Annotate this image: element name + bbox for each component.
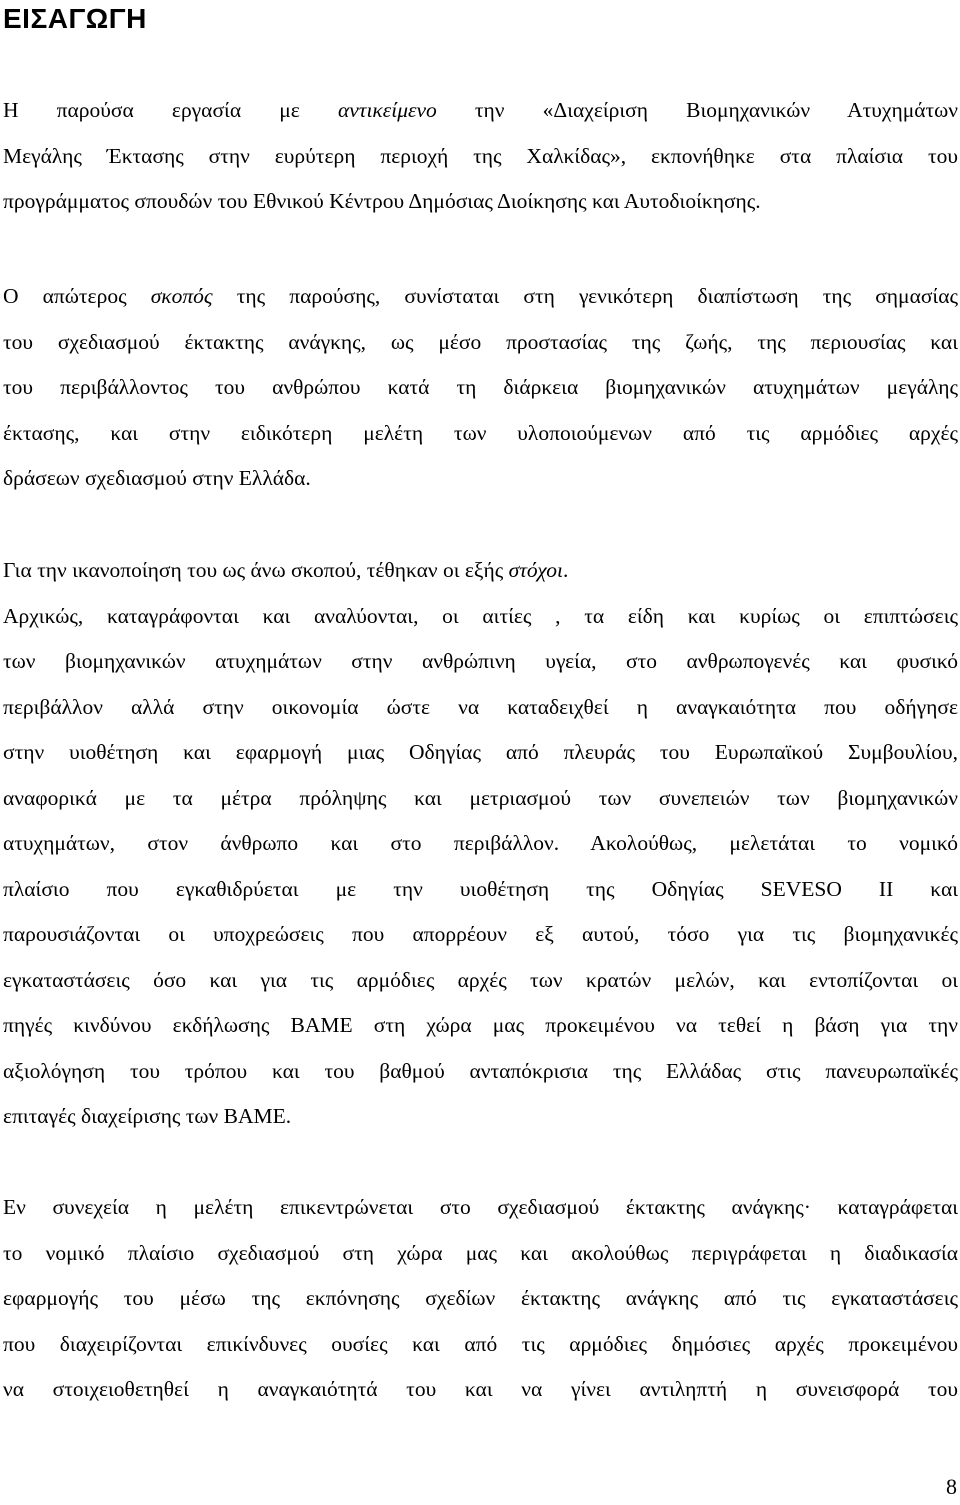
emphasis-text: σκοπός [150, 284, 213, 308]
page-number: 8 [946, 1474, 957, 1499]
text-line: περιβάλλον αλλά στην οικονομία ώστε να καταδειχθεί η αναγκαιότητα που οδήγησε [3, 694, 958, 719]
text-line: επιταγές διαχείρισης των ΒΑΜΕ. [3, 1104, 292, 1128]
text-line: πηγές κινδύνου εκδήλωσης ΒΑΜΕ στη χώρα μας προκειμένου να τεθεί η βάση για την [3, 1013, 958, 1037]
text-line: αξιολόγηση του τρόπου και του βαθμού ανταπόκρισια της Ελλάδας στις πανευρωπαϊκές [3, 1058, 958, 1083]
paragraph-intro [3, 88, 958, 225]
text-line: του σχεδιασμού έκτακτης ανάγκης, ως μέσο προστασίας της ζωής, της περιουσίας και [3, 329, 958, 354]
page-title: ΕΙΣΑΓΩΓΗ [3, 3, 147, 34]
text-line: στην υιοθέτηση και εφαρμογή μιας Οδηγίας από πλευράς του Ευρωπαϊκού Συμβουλίου, [3, 740, 958, 764]
text-line: το νομικό πλαίσιο σχεδιασμού στη χώρα μας και ακολούθως περιγράφεται η διαδικασία [3, 1240, 958, 1265]
emphasis-text: αντικείμενο [337, 98, 437, 122]
paragraph-purpose [3, 274, 958, 502]
text-line: Μεγάλης Έκτασης στην ευρύτερη περιοχή της Χαλκίδας», εκπονήθηκε στα πλαίσια του [3, 143, 958, 168]
text-line: που διαχειρίζονται επικίνδυνες ουσίες και από τις αρμόδιες δημόσιες αρχές προκειμένου [3, 1331, 958, 1356]
text-line: Εν συνεχεία η μελέτη επικεντρώνεται στο σχεδιασμού έκτακτης ανάγκης· καταγράφεται [3, 1195, 958, 1219]
text-line: πλαίσιο που εγκαθιδρύεται με την υιοθέτηση της Οδηγίας SEVESO ΙΙ και [3, 876, 958, 901]
text-line: Η παρούσα εργασία με αντικείμενο την «Διαχείριση Βιομηχανικών Ατυχημάτων [3, 98, 959, 122]
text-line: δράσεων σχεδιασμού στην Ελλάδα. [3, 466, 311, 490]
text-line: εγκαταστάσεις όσο και για τις αρμόδιες αρχές των κρατών μελών, και εντοπίζονται οι [3, 967, 958, 992]
text-line: προγράμματος σπουδών του Εθνικού Κέντρου Δημόσιας Διοίκησης και Αυτοδιοίκησης. [3, 189, 761, 213]
text-line: αναφορικά με τα μέτρα πρόληψης και μετριασμού των συνεπειών των βιομηχανικών [3, 785, 958, 810]
text-line: Αρχικώς, καταγράφονται και αναλύονται, οι αιτίες , τα είδη και κυρίως οι επιπτώσεις [3, 603, 958, 628]
text-line: εφαρμογής του μέσω της εκπόνησης σχεδίων έκτακτης ανάγκης από τις εγκαταστάσεις [3, 1286, 958, 1310]
text-line: ατυχημάτων, στον άνθρωπο και στο περιβάλλον. Ακολούθως, μελετάται το νομικό [3, 831, 958, 855]
text-line: να στοιχειοθετηθεί η αναγκαιότητά του και να γίνει αντιληπτή η συνεισφορά του [3, 1377, 958, 1401]
emphasis-text: στόχοι [508, 558, 563, 582]
text-line: Για την ικανοποίηση του ως άνω σκοπού, τέθηκαν οι εξής στόχοι. [3, 558, 569, 582]
text-line: έκτασης, και στην ειδικότερη μελέτη των υλοποιούμενων από τις αρμόδιες αρχές [3, 420, 958, 445]
text-line: Ο απώτερος σκοπός της παρούσης, συνίσταται στη γενικότερη διαπίστωση της σημασίας [3, 284, 958, 308]
paragraph-objectives [3, 548, 958, 1140]
text-line: παρουσιάζονται οι υποχρεώσεις που απορρέουν εξ αυτού, τόσο για τις βιομηχανικές [3, 922, 958, 946]
text-line: του περιβάλλοντος του ανθρώπου κατά τη διάρκεια βιομηχανικών ατυχημάτων μεγάλης [3, 375, 958, 399]
paragraph-emergency-planning [3, 1185, 958, 1413]
text-line: των βιομηχανικών ατυχημάτων στην ανθρώπινη υγεία, στο ανθρωπογενές και φυσικό [3, 649, 958, 673]
